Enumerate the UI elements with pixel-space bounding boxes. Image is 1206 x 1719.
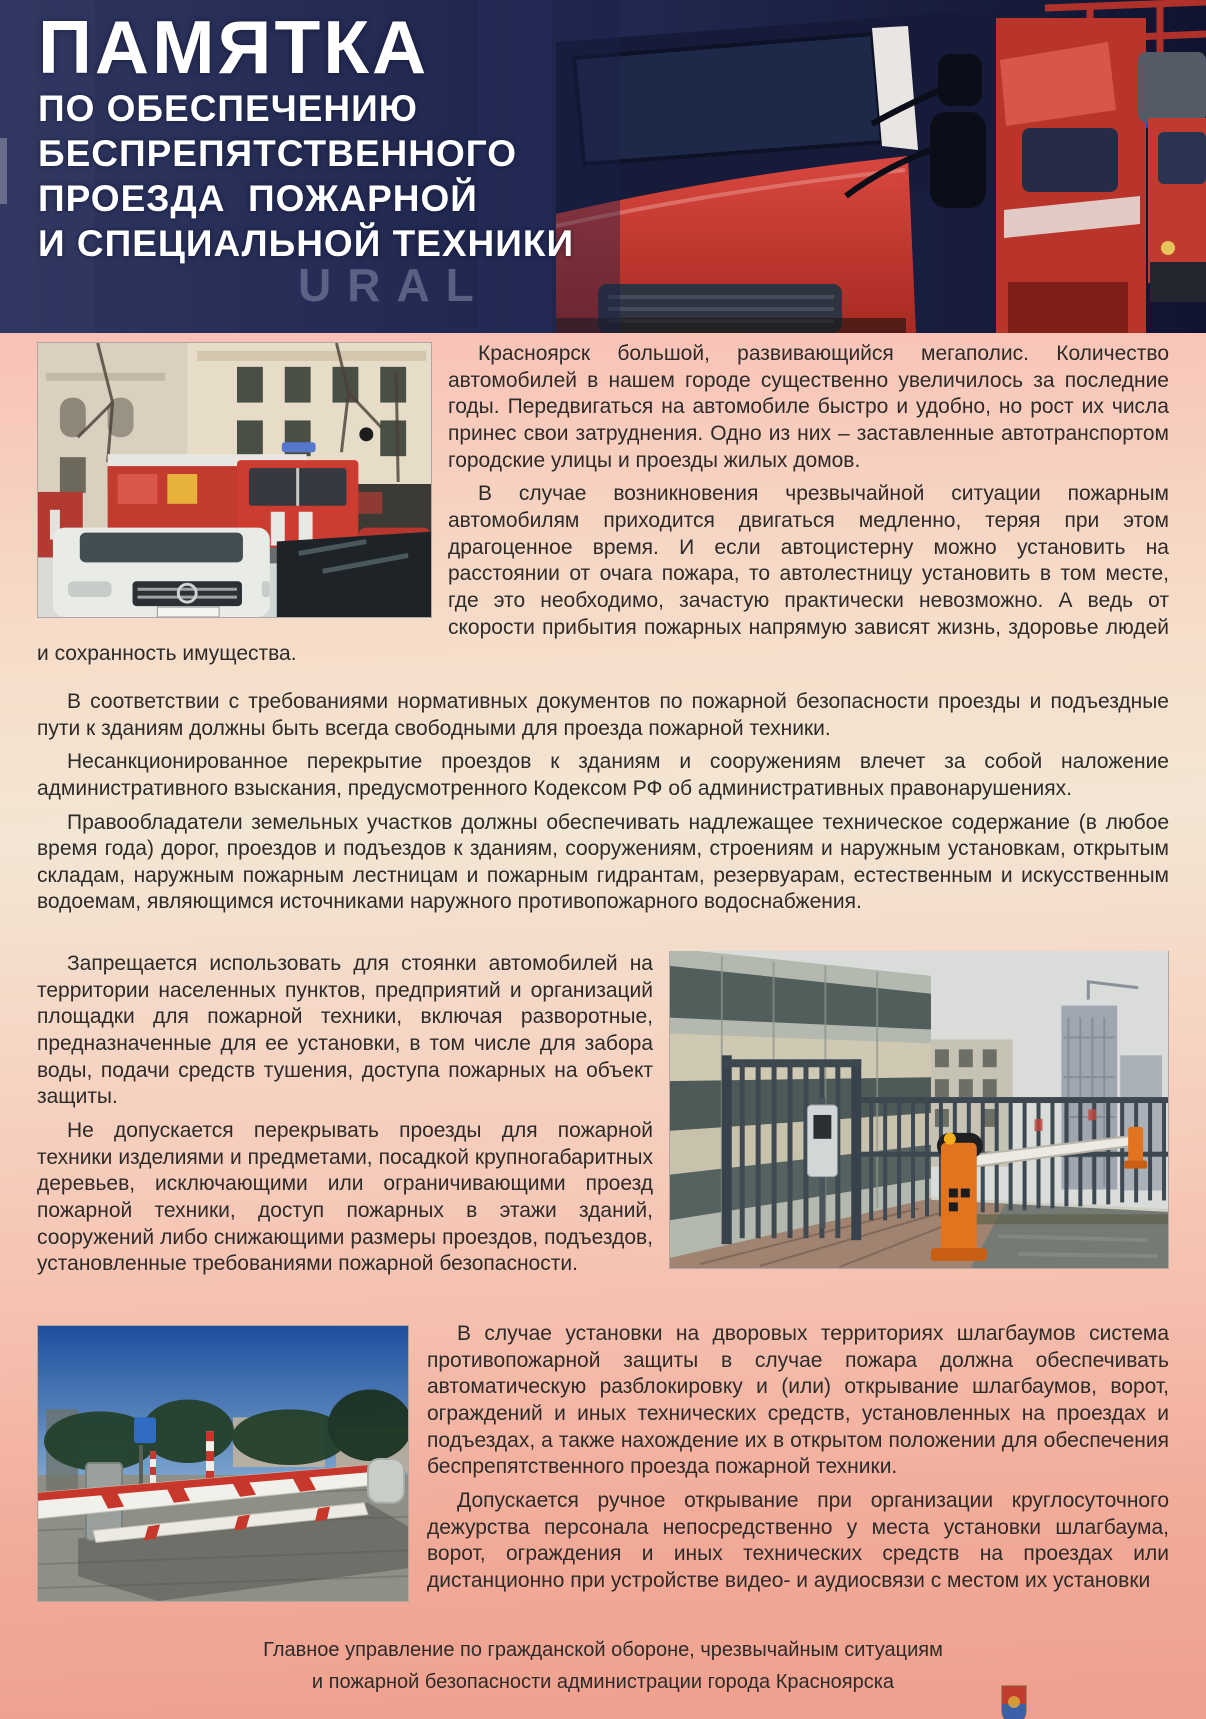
truck-brand-watermark: URAL [298,259,490,311]
subtitle-line-3: ПРОЕЗДА ПОЖАРНОЙ [38,178,478,220]
paragraph-requirements-3: Правообладатели земельных участков должны обеспечивать надлежащее техническое содержание (в любое время года) дорог, проездов и подъездов к зданиям, сооружениям, строениям и наружным установкам, открытым складам, наружным пожарным лестницам и пожарным гидрантам, резервуарам, естественным и искусственным водоемам, являющимся источниками наружного противопожарного водоснабжения. [37,810,1169,914]
photo-gated-residential-complex [669,951,1169,1269]
section-intro [37,341,1169,675]
paragraph-barriers-1: В случае установки на дворовых территориях шлагбаумов система противопожарной защиты в случае пожара должна обеспечивать автоматическую разблокировку и (или) открывание шлагбаумов, ворот, ограждений и иных технических средств, установленных на проездах и подъездах, а также нахождение их в открытом положении для обеспечения беспрепятственного проезда пожарной техники. [427,1322,1169,1479]
paragraph-intro-1: Красноярск большой, развивающийся мегаполис. Количество автомобилей в нашем городе существенно увеличилось за последние годы. Передвигаться на автомобиле быстро и удобно, но рост их числа принес свои затруднения. Одно из них – заставленные автотранспортом городские улицы и проезды жилых домов. [448,342,1169,472]
paragraph-prohibitions-1: Запрещается использовать для стоянки автомобилей на территории населенных пунктов, предприятий и организаций площадки для пожарной техники, включая разворотные, предназначенные для ее установки, в том числе для забора воды, подачи средств тушения, доступа пожарных на объект защиты. [37,952,653,1109]
page-subtitle [38,86,574,267]
masthead [0,0,1206,333]
paragraph-requirements-2: Несанкционированное перекрытие проездов к зданиям и сооружениям влечет за собой наложение административного взыскания, предусмотренного Кодексом РФ об административных правонарушениях. [37,750,1169,800]
paragraph-intro-2: В случае возникновения чрезвычайной ситуации пожарным автомобилям приходится двигаться медленно, теряя при этом драгоценное время. И если автоцистерну можно установить на расстоянии от очага пожара, то автолестницу установить в том месте, где это необходимо, зачастую практически невозможно. А ведь от скорости прибытия пожарных напрямую зависят жизнь, здоровье людей и сохранность имущества. [37,482,1169,666]
subtitle-line-1: ПО ОБЕСПЕЧЕНИЮ [38,88,418,129]
photo-fire-truck-in-traffic [37,342,432,618]
subtitle-line-4: И СПЕЦИАЛЬНОЙ ТЕХНИКИ [38,223,575,265]
paragraph-prohibitions-2: Не допускается перекрывать проезды для пожарной техники изделиями и предметами, посадкой крупногабаритных деревьев, исключающими или ограничивающими проезд пожарной техники, доступ пожарных в этажи зданий, сооружений либо снижающими размеры проездов, подъездов, установленные требованиями пожарной безопасности. [37,1119,653,1276]
paragraph-requirements-1: В соответствии с требованиями нормативных документов по пожарной безопасности проезды и подъездные пути к зданиям должны быть всегда свободными для проезда пожарной техники. [37,689,1169,740]
subtitle-line-2: БЕСПРЕПЯТСТВЕННОГО [38,133,518,175]
section-barriers [37,1321,1169,1608]
photo-closed-boom-barrier [37,1325,409,1602]
title-block [38,5,575,267]
paragraph-barriers-2: Допускается ручное открывание при организации круглосуточного дежурства персонала непосредственно у места установки шлагбаума, ворот, ограждения и иных технических средств на проездах или дистанционно при устройстве видео- и аудиосвязи с местом их установки [427,1488,1169,1592]
footer-organization-line-1: Главное управление по гражданской обороне, чрезвычайным ситуациям [263,1639,943,1661]
section-prohibitions [37,951,1169,1285]
krasnoyarsk-coat-of-arms [1000,1684,1028,1719]
section-requirements [37,689,1169,923]
footer-organization-line-2: и пожарной безопасности администрации города Красноярска [311,1671,895,1694]
leaflet-body [0,333,1206,1608]
page-title: ПАМЯТКА [38,5,430,89]
